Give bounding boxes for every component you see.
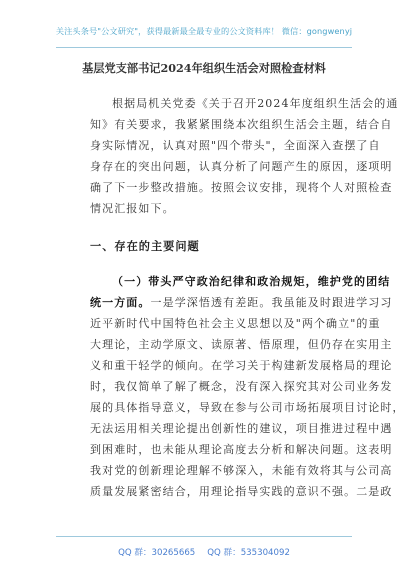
body-line: 到困难时，也未能从理论高度去分析和解决问题。这表明 [90, 443, 393, 456]
point-lead: 一是学深悟透有差距。 [150, 296, 272, 309]
subsection-heading: （一）带头严守政治纪律和政治规矩，维护党的团结 [112, 275, 391, 288]
body-line [90, 295, 393, 311]
body-line: 展的具体指导意义，导致在参与公司市场拓展项目讨论时， [90, 401, 405, 414]
subsection-heading-cont: 统一方面。 [90, 296, 151, 309]
header-notice: 关注头条号"公文研究"，获得最新最全最专业的公文资料库！ 微信：gongwenyj [55, 26, 353, 36]
section-heading: 一、存在的主要问题 [90, 239, 200, 253]
document-title: 基层党支部书记2024年组织生活会对照检查材料 [82, 61, 326, 75]
body-line: 大理论，主动学原文、读原著、悟原理，但仍存在实用主 [90, 338, 393, 351]
body-line: 无法运用相关理论提出创新性的建议，项目推进过程中遇 [90, 422, 393, 435]
intro-line: 身实际情况，认真对照"四个带头"，全面深入查摆了自 [90, 139, 381, 152]
footer-divider [56, 536, 352, 537]
qq-group-1: QQ 群：30265665 [118, 548, 196, 558]
intro-line: 根据局机关党委《关于召开2024年度组织生活会的通 [112, 97, 399, 110]
page-header [0, 0, 408, 56]
body-line: 近平新时代中国特色社会主义思想以及"两个确立"的重 [90, 317, 381, 330]
page-footer [56, 536, 352, 580]
body-line: 时，我仅简单了解了概念，没有深入探究其对公司业务发 [90, 380, 393, 393]
point-text: 我虽能及时跟进学习习 [271, 296, 393, 309]
body-line: 义和重干轻学的倾向。在学习关于构建新发展格局的理论 [90, 359, 393, 372]
footer-contacts [56, 546, 352, 558]
intro-line: 身存在的突出问题，认真分析了问题产生的原因，逐项明 [90, 160, 393, 173]
header-divider [56, 47, 352, 48]
body-line: 我对党的创新理论理解不够深入，未能有效将其与公司高 [90, 464, 393, 477]
intro-line: 知》有关要求，我紧紧围绕本次组织生活会主题，结合自 [90, 118, 393, 131]
intro-line: 情况汇报如下。 [90, 202, 175, 215]
intro-line: 确了下一步整改措施。按照会议安排，现将个人对照检查 [90, 181, 393, 194]
body-line: 质量发展紧密结合，用理论指导实践的意识不强。二是政 [90, 485, 393, 498]
qq-group-2: QQ 群：535304092 [207, 548, 290, 558]
